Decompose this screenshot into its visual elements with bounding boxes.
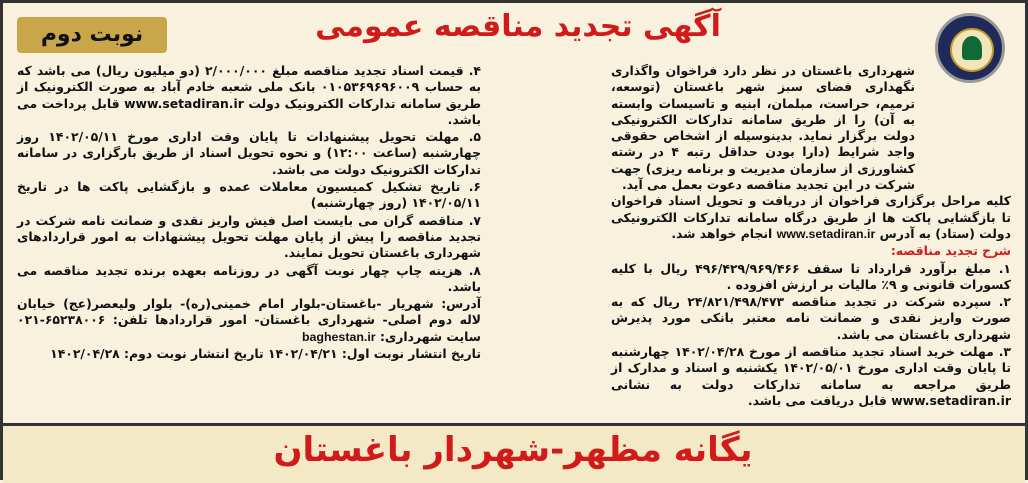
- tender-item-4: ۴. قیمت اسناد تجدید مناقصه مبلغ ۲/۰۰۰/۰۰۰ (دو میلیون ریال) می باشد که به حساب ۰۱۰۵۳۶۹۶۹۶۰۰۹ بانک ملی شعبه خادم آباد به صورت الکترونیک از طریق سامانه تدارکات الکترونیک دولت www.setadiran.ir قابل پرداخت می باشد.: [17, 63, 481, 127]
- tender-item-1: ۱. مبلغ برآورد قرارداد تا سقف ۴۹۶/۴۲۹/۹۶۹/۴۶۶ ریال با کلیه کسورات قانونی و ۹٪ مالیات بر ارزش افزوده .: [611, 260, 1011, 292]
- edition-badge: نوبت دوم: [17, 17, 167, 53]
- right-column: [611, 63, 1011, 410]
- notice-title: آگهی تجدید مناقصه عمومی: [315, 9, 721, 44]
- tender-item-6: ۶. تاریخ تشکیل کمیسیون معاملات عمده و بازگشایی پاکت ها در تاریخ ۱۴۰۲/۰۵/۱۱ (روز چهارشنبه): [17, 179, 481, 211]
- tender-item-7: ۷. مناقصه گران می بایست اصل فیش واریز نقدی و ضمانت نامه شرکت در تجدید مناقصه را پیش از پایان مهلت تحویل پیشنهادات به امور قراردادهای شهرداری باغستان تحویل نمایند.: [17, 212, 481, 261]
- intro-paragraph: شهرداری باغستان در نظر دارد فراخوان واگذاری نگهداری فضای سبز شهر باغستان (توسعه، ترمیم، حراست، مبلمان، ابنیه و تاسیسات وابسته به آن) را از طریق سامانه تدارکات الکترونیکی دولت برگزار نماید. بدینوسیله از اشخاص حقوقی واجد شرایط (دارا بودن حداقل رتبه ۴ در رشته کشاورزی از سازمان مدیریت و برنامه ریزی) جهت شرکت در این تجدید مناقصه دعوت بعمل می آید.: [611, 63, 915, 193]
- tender-item-5: ۵. مهلت تحویل پیشنهادات تا پایان وقت اداری مورخ ۱۴۰۲/۰۵/۱۱ روز چهارشنبه (ساعت ۱۲:۰۰) و نحوه تحویل اسناد از طریق بارگزاری در سامانه تدارکات الکترونیک دولت می باشد.: [17, 129, 482, 177]
- tender-description-heading: شرح تجدید مناقصه:: [890, 243, 1011, 259]
- tender-item-3: ۳. مهلت خرید اسناد تجدید مناقصه از مورخ ۱۴۰۲/۰۴/۲۸ چهارشنبه تا پایان وقت اداری مورخ ۱۴۰۲/۰۵/۰۱ یکشنبه و اسناد و مدارک از طریق مراجعه به سامانه تدارکات دولت به نشانی www.setadiran.ir قابل دریافت می باشد.: [611, 344, 1011, 408]
- mayor-signature: یگانه مظهر-شهردار باغستان: [273, 430, 753, 470]
- municipality-site-link[interactable]: baghestan.ir: [301, 329, 376, 344]
- publication-dates: تاریخ انتشار نوبت اول: ۱۴۰۲/۰۴/۲۱ تاریخ انتشار نوبت دوم: ۱۴۰۲/۰۴/۲۸: [50, 346, 481, 362]
- address-text: آدرس: شهریار -باغستان-بلوار امام خمینی(ره)- بلوار ولیعصر(عج) خیابان لاله دوم اصلی- شهرداری باغستان- امور قراردادها تلفن: ۶۵۲۳۸۰۰۶-۰۲۱ سایت شهرداری:: [17, 296, 481, 344]
- setad-link[interactable]: www.setadiran.ir: [776, 226, 876, 241]
- tender-item-2: ۲. سپرده شرکت در تجدید مناقصه ۲۴/۸۲۱/۴۹۸/۴۷۳ ریال که به صورت واریز نقدی و ضمانت نامه معتبر بانکی مورد پذیرش شهرداری باغستان می باشد.: [611, 294, 1011, 342]
- header-banner: [3, 3, 1025, 55]
- process-text: کلیه مراحل برگزاری فراخوان از دریافت و تحویل اسناد فراخوان تا بازگشایی پاکت ها از طریق درگاه سامانه تدارکات الکترونیکی دولت (ستاد) به آدرس: [611, 193, 1011, 241]
- tender-item-8: ۸. هزینه چاپ چهار نوبت آگهی در روزنامه بعهده برنده تجدید مناقصه می باشد.: [17, 262, 481, 294]
- address-paragraph: [17, 296, 481, 345]
- footer-banner: [3, 423, 1025, 483]
- process-end: انجام خواهد شد.: [671, 225, 773, 241]
- process-paragraph: [611, 193, 1011, 242]
- left-column: [17, 63, 481, 363]
